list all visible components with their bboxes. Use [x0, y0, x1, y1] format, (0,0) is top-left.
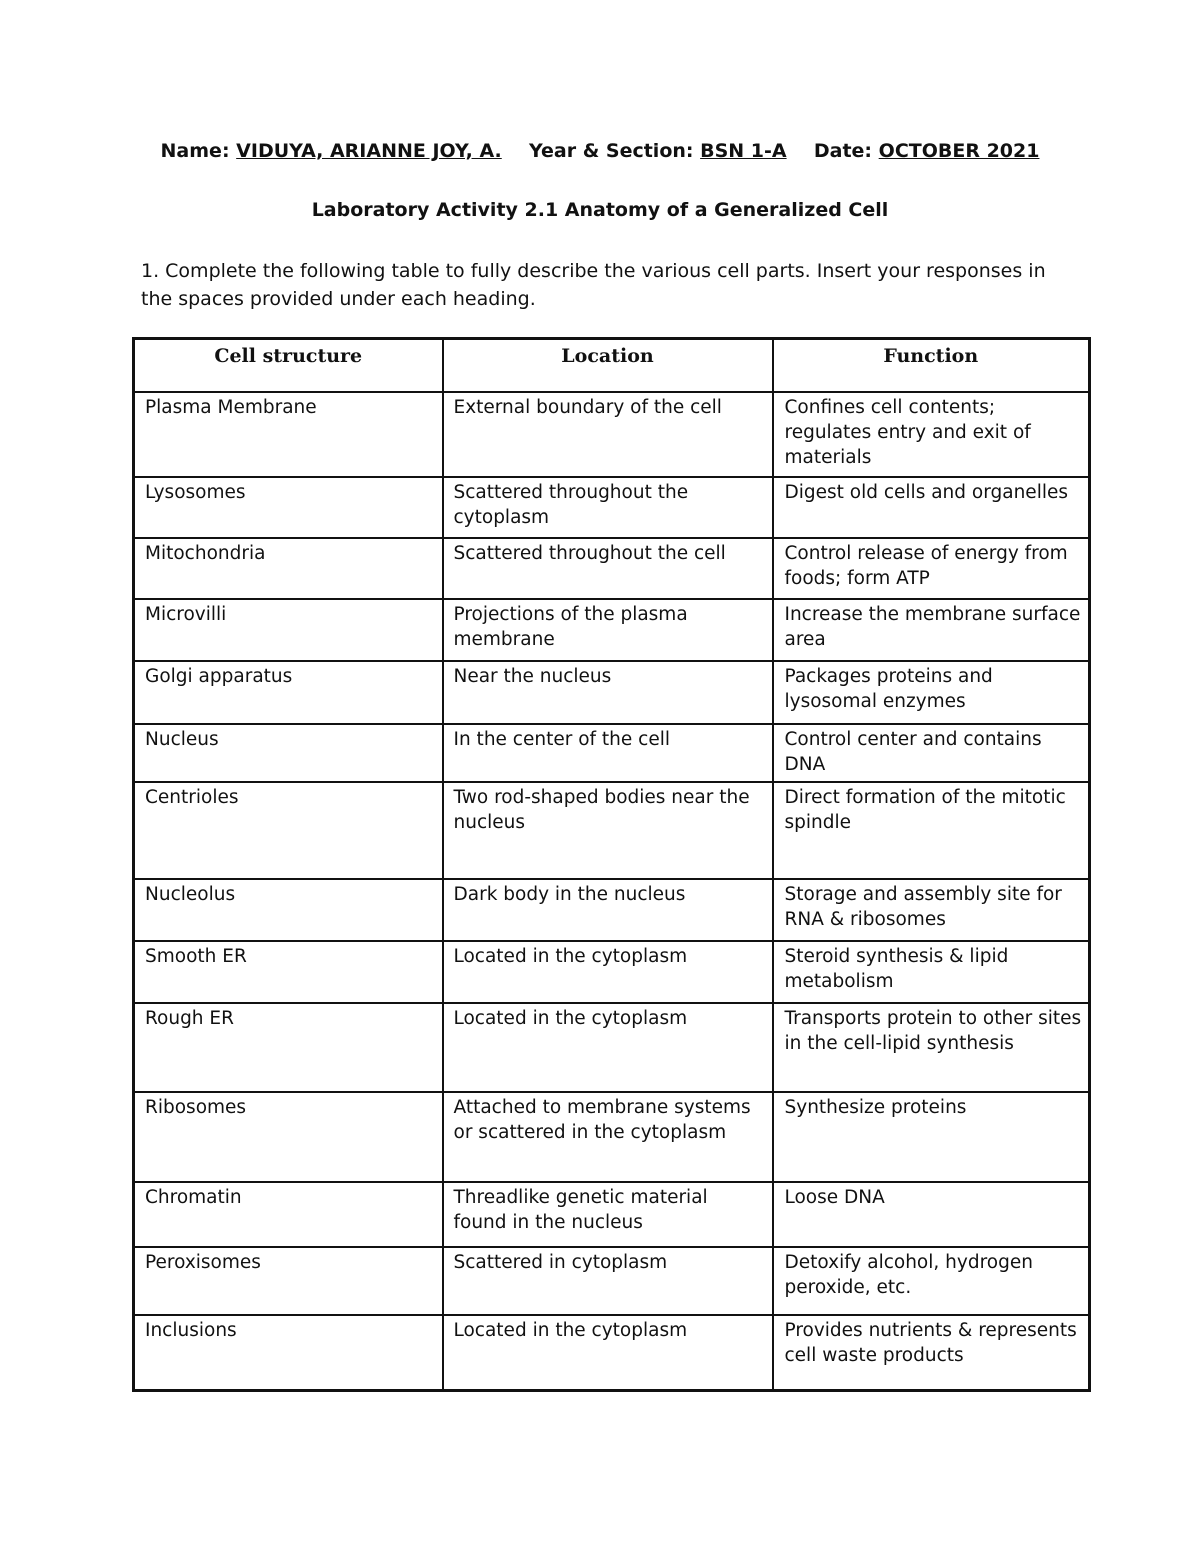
cell-structure: Centrioles [134, 782, 443, 879]
cell-function: Control release of energy from foods; form ATP [773, 538, 1090, 599]
cell-location: Near the nucleus [443, 661, 773, 724]
cell-location: Scattered throughout the cell [443, 538, 773, 599]
document-title: Laboratory Activity 2.1 Anatomy of a Generalized Cell [311, 199, 889, 221]
table-row [134, 1247, 1090, 1315]
table-row [134, 724, 1090, 782]
student-info-line [0, 140, 1200, 162]
cell-location: Projections of the plasma membrane [443, 599, 773, 661]
cell-structure: Inclusions [134, 1315, 443, 1391]
cell-location: Threadlike genetic material found in the nucleus [443, 1182, 773, 1247]
section-value: BSN 1-A [700, 140, 787, 162]
table-row [134, 879, 1090, 941]
cell-location: Scattered in cytoplasm [443, 1247, 773, 1315]
table-row [134, 599, 1090, 661]
table-row [134, 1315, 1090, 1391]
cell-location: External boundary of the cell [443, 392, 773, 477]
cell-structure: Rough ER [134, 1003, 443, 1092]
cell-structure: Plasma Membrane [134, 392, 443, 477]
cell-structure: Nucleus [134, 724, 443, 782]
cell-function: Detoxify alcohol, hydrogen peroxide, etc. [773, 1247, 1090, 1315]
cell-structure: Golgi apparatus [134, 661, 443, 724]
table-row [134, 782, 1090, 879]
section-label: Year & Section: [529, 140, 694, 162]
instructions: 1. Complete the following table to fully describe the various cell parts. Insert your responses in the spaces provided under each heading. [141, 260, 1046, 310]
cell-structure: Chromatin [134, 1182, 443, 1247]
cell-structure: Microvilli [134, 599, 443, 661]
cell-function: Digest old cells and organelles [773, 477, 1090, 538]
cell-location: Located in the cytoplasm [443, 1315, 773, 1391]
table-row [134, 941, 1090, 1003]
cell-structure: Ribosomes [134, 1092, 443, 1182]
cell-parts-table [132, 337, 1091, 1392]
cell-function: Loose DNA [773, 1182, 1090, 1247]
column-header-function: Function [773, 339, 1090, 392]
cell-location: In the center of the cell [443, 724, 773, 782]
cell-structure: Peroxisomes [134, 1247, 443, 1315]
table-row [134, 538, 1090, 599]
table-row [134, 1182, 1090, 1247]
cell-structure: Nucleolus [134, 879, 443, 941]
cell-function: Synthesize proteins [773, 1092, 1090, 1182]
date-label: Date: [813, 140, 873, 162]
table-row [134, 477, 1090, 538]
table-row [134, 661, 1090, 724]
name-label: Name: [160, 140, 230, 162]
cell-location: Located in the cytoplasm [443, 1003, 773, 1092]
table-row [134, 1003, 1090, 1092]
table-row [134, 392, 1090, 477]
cell-structure: Lysosomes [134, 477, 443, 538]
cell-function: Direct formation of the mitotic spindle [773, 782, 1090, 879]
cell-function: Storage and assembly site for RNA & ribosomes [773, 879, 1090, 941]
cell-function: Steroid synthesis & lipid metabolism [773, 941, 1090, 1003]
column-header-structure: Cell structure [134, 339, 443, 392]
cell-structure: Smooth ER [134, 941, 443, 1003]
table-row [134, 1092, 1090, 1182]
cell-function: Confines cell contents; regulates entry and exit of materials [773, 392, 1090, 477]
column-header-location: Location [443, 339, 773, 392]
name-value: VIDUYA, ARIANNE JOY, A. [236, 140, 502, 162]
table-header-row [134, 339, 1090, 392]
cell-location: Attached to membrane systems or scattered in the cytoplasm [443, 1092, 773, 1182]
cell-function: Increase the membrane surface area [773, 599, 1090, 661]
cell-structure: Mitochondria [134, 538, 443, 599]
cell-location: Two rod-shaped bodies near the nucleus [443, 782, 773, 879]
cell-location: Dark body in the nucleus [443, 879, 773, 941]
date-value: OCTOBER 2021 [878, 140, 1040, 162]
cell-function: Transports protein to other sites in the cell-lipid synthesis [773, 1003, 1090, 1092]
cell-function: Packages proteins and lysosomal enzymes [773, 661, 1090, 724]
cell-location: Located in the cytoplasm [443, 941, 773, 1003]
cell-function: Control center and contains DNA [773, 724, 1090, 782]
cell-location: Scattered throughout the cytoplasm [443, 477, 773, 538]
cell-function: Provides nutrients & represents cell waste products [773, 1315, 1090, 1391]
